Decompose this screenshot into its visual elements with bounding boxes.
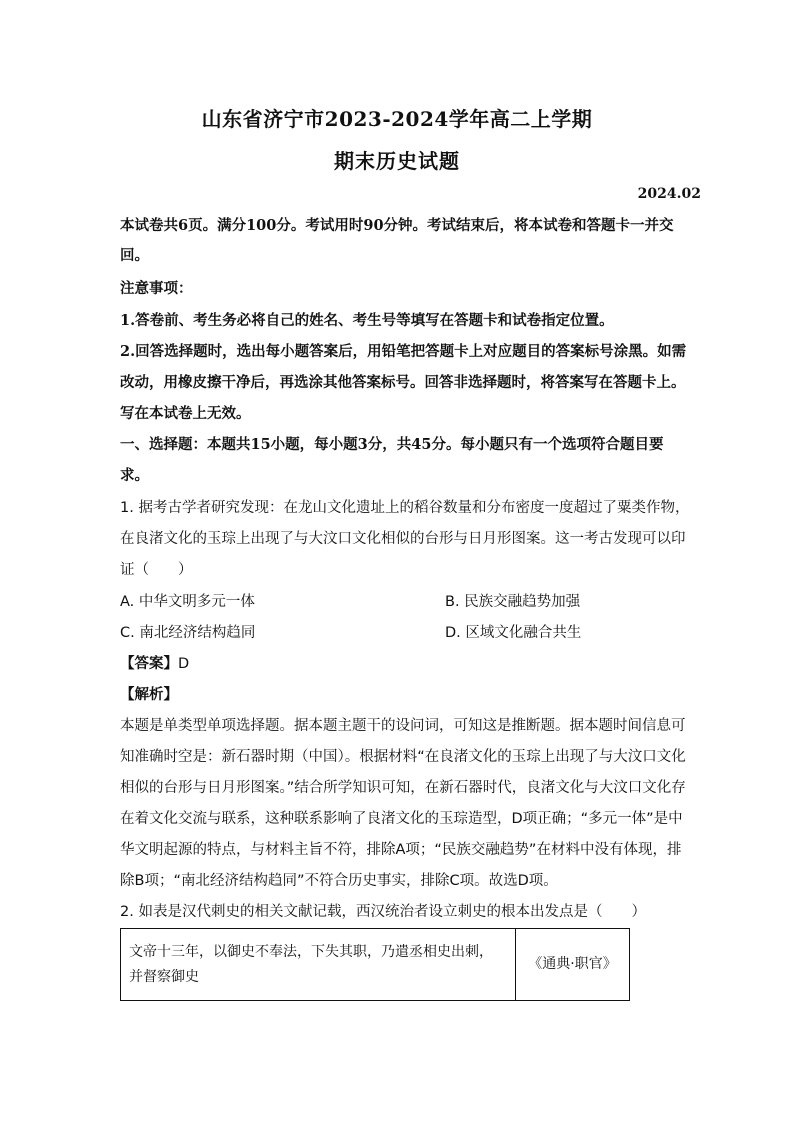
analysis-line4: 在着文化交流与联系，这种联系影响了良渚文化的玉琮造型，D项正确；“多元一体”是中 [120, 811, 683, 827]
q1-option-c: C. 南北经济结构趋同 [120, 625, 256, 641]
note-2-line1: 2.回答选择题时，选出每小题答案后，用铅笔把答题卡上对应题目的答案标号涂黑。如需 [120, 343, 687, 360]
table-text-line2: 并督察御史 [129, 968, 199, 985]
note-2-line2: 改动，用橡皮擦干净后，再选涂其他答案标号。回答非选择题时，将答案写在答题卡上。 [120, 374, 686, 391]
analysis-line3: 相似的台形与日月形图案。”结合所学知识可知，在新石器时代，良渚文化与大汶口文化存 [120, 780, 686, 796]
table-row [121, 929, 630, 1001]
q1-option-a: A. 中华文明多元一体 [120, 594, 255, 610]
note-2-line3: 写在本试卷上无效。 [120, 405, 251, 422]
analysis-label: 【解析】 [120, 686, 178, 703]
analysis-line1: 本题是单类型单项选择题。据本题主题干的设问词，可知这是推断题。据本题时间信息可 [120, 718, 686, 734]
q1-stem-line1: 1. 据考古学者研究发现：在龙山文化遗址上的稻谷数量和分布密度一度超过了粟类作物， [120, 500, 690, 516]
q1-answer [120, 654, 680, 674]
q2-source-table [120, 928, 630, 1001]
analysis-line5: 华文明起源的特点，与材料主旨不符，排除A项；“民族交融趋势”在材料中没有体现，排 [120, 842, 682, 858]
exam-title: 山东省济宁市2023-2024学年高二上学期 [201, 107, 593, 131]
table-cell-text [121, 929, 516, 1001]
q1-option-b: B. 民族交融趋势加强 [445, 594, 581, 610]
analysis-line6: 除B项；“南北经济结构趋同”不符合历史事实，排除C项。故选D项。 [120, 873, 558, 889]
answer-value: D [178, 656, 190, 672]
analysis-line2: 知准确时空是：新石器时期（中国）。根据材料“在良渚文化的玉琮上出现了与大汶口文化 [120, 749, 686, 765]
intro-text-line1: 本试卷共6页。满分100分。考试用时90分钟。考试结束后，将本试卷和答题卡一并交 [120, 217, 674, 234]
q1-stem-line2: 在良渚文化的玉琮上出现了与大汶口文化相似的台形与日月形图案。这一考古发现可以印 [120, 531, 686, 547]
notes-heading: 注意事项： [120, 280, 193, 297]
exam-subtitle: 期末历史试题 [334, 149, 460, 173]
intro-text-line2: 回。 [120, 247, 149, 264]
q1-stem-line3: 证（ ） [120, 562, 193, 578]
table-text-line1: 文帝十三年，以御史不奉法，下失其职，乃遣丞相史出刺， [129, 943, 493, 960]
q2-stem: 2. 如表是汉代刺史的相关文献记载，西汉统治者设立刺史的根本出发点是（ ） [120, 904, 646, 920]
note-1: 1.答卷前、考生务必将自己的姓名、考生号等填写在答题卡和试卷指定位置。 [120, 312, 614, 329]
section-heading-line1: 一、选择题：本题共15小题，每小题3分，共45分。每小题只有一个选项符合题目要 [120, 436, 664, 453]
q1-option-d: D. 区域文化融合共生 [445, 625, 582, 641]
table-cell-source: 《通典·职官》 [516, 929, 630, 1001]
exam-date: 2024.02 [637, 186, 701, 202]
section-heading-line2: 求。 [120, 467, 149, 484]
answer-label: 【答案】 [120, 655, 178, 672]
